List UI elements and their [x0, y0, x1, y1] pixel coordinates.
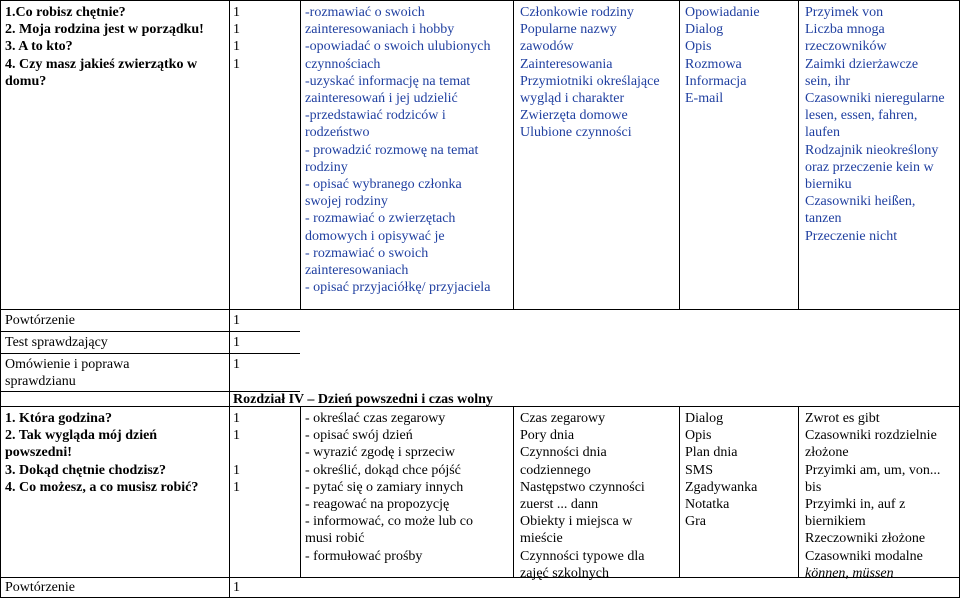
vocabulary-line: Obiekty i miejsca w	[520, 514, 633, 530]
vocabulary-line: Zainteresowania	[520, 56, 613, 72]
vocabulary-line: Czynności dnia	[520, 445, 607, 461]
grammar-line: oraz przeczenie kein w	[805, 159, 934, 175]
discussion-line: Omówienie i poprawa	[5, 357, 130, 372]
objective-line: - prowadzić rozmowę na temat	[305, 142, 479, 158]
objective-line: - pytać się o zamiary innych	[305, 479, 464, 495]
objective-line: zainteresowaniach i hobby	[305, 22, 455, 38]
text-type-line: Informacja	[685, 73, 747, 89]
discussion-label	[5, 356, 227, 390]
grammar-line: Zaimki dzierżawcze	[805, 56, 919, 72]
vocabulary-line: Członkowie rodziny	[520, 5, 634, 20]
topic-line: 4. Co możesz, a co musisz robić?	[5, 479, 199, 495]
unit1-topics	[5, 4, 227, 90]
vocabulary-line: Ulubione czynności	[520, 125, 632, 141]
grammar-line: bierniku	[805, 177, 852, 193]
objective-line: - reagować na propozycję	[305, 497, 450, 513]
grammar-line: Przeczenie nicht	[805, 228, 898, 244]
objective-line: czynnościach	[305, 56, 381, 72]
objective-line: musi robić	[305, 531, 365, 547]
text-type-line: Rozmowa	[685, 56, 742, 72]
objective-line: zainteresowań i jej udzielić	[305, 91, 458, 107]
topic-line: 2. Tak wygląda mój dzień	[5, 428, 158, 444]
review1-label: Powtórzenie	[5, 313, 75, 328]
grid-line	[798, 0, 799, 309]
vocabulary-line: Czas zegarowy	[520, 411, 606, 426]
topic-line: 2. Moja rodzina jest w porządku!	[5, 22, 204, 38]
grammar-line: złożone	[805, 445, 849, 461]
unit1-objectives	[305, 4, 511, 296]
discussion-line: sprawdzianu	[5, 374, 76, 390]
vocabulary-line: zajęć szkolnych	[520, 565, 610, 581]
grid-line	[300, 406, 301, 577]
objective-line: - informować, co może lub co	[305, 514, 473, 530]
grammar-line: rzeczowników	[805, 39, 887, 55]
hours-value: 1	[233, 39, 240, 55]
objective-line: - rozmawiać o zwierzętach	[305, 211, 456, 227]
hours-value: 1	[233, 5, 240, 20]
review1-hours: 1	[233, 313, 240, 328]
vocabulary-line: mieście	[520, 531, 563, 547]
grammar-line: sein, ihr	[805, 73, 851, 89]
grammar-line: Przyimki am, um, von...	[805, 462, 941, 478]
hours-value: 1	[233, 411, 240, 426]
hours-value: 1	[233, 462, 240, 478]
vocabulary-line: Przymiotniki określające	[520, 73, 660, 89]
grammar-line: Rodzajnik nieokreślony	[805, 142, 939, 158]
vocabulary-line: Następstwo czynności	[520, 479, 645, 495]
grammar-line: Rzeczowniki złożone	[805, 531, 926, 547]
text-type-line: E-mail	[685, 91, 724, 107]
hours-value: 1	[233, 428, 240, 444]
objective-line: rodziny	[305, 159, 348, 175]
vocabulary-line: Popularne nazwy	[520, 22, 617, 38]
grammar-line: lesen, essen, fahren,	[805, 108, 918, 124]
topic-line: 1. Która godzina?	[5, 411, 112, 426]
discussion-hours: 1	[233, 357, 240, 372]
hours-value: 1	[233, 479, 240, 495]
grid-line	[513, 0, 514, 309]
unit1-grammar	[805, 4, 957, 245]
objective-line: -uzyskać informację na temat	[305, 73, 471, 89]
unit4-hours	[233, 410, 293, 496]
grid-line	[0, 353, 300, 354]
review2-label: Powtórzenie	[5, 580, 75, 595]
vocabulary-line: Czynności typowe dla	[520, 548, 645, 564]
vocabulary-line: codziennego	[520, 462, 591, 478]
objective-line: - opisać swój dzień	[305, 428, 413, 444]
objective-line: - formułować prośby	[305, 548, 423, 564]
text-type-line: Gra	[685, 514, 706, 530]
topic-line: powszedni!	[5, 445, 72, 461]
grammar-line: Przyimki in, auf z	[805, 497, 906, 513]
vocabulary-line: Pory dnia	[520, 428, 575, 444]
grid-line	[0, 0, 1, 598]
unit4-objectives	[305, 410, 511, 565]
vocabulary-line: zawodów	[520, 39, 574, 55]
text-type-line: Notatka	[685, 497, 730, 513]
unit4-vocabulary	[520, 410, 676, 582]
vocabulary-line: Zwierzęta domowe	[520, 108, 628, 124]
unit4-grammar	[805, 410, 957, 582]
grammar-line: Czasowniki modalne	[805, 548, 923, 564]
unit4-text-types	[685, 410, 795, 530]
grammar-line: Zwrot es gibt	[805, 411, 880, 426]
chapter-title: Rozdział IV – Dzień powszedni i czas wolny	[233, 392, 493, 407]
hours-value: 1	[233, 56, 240, 72]
grid-line	[0, 0, 960, 1]
objective-line: - opisać przyjaciółkę/ przyjaciela	[305, 280, 491, 296]
text-type-line: Dialog	[685, 411, 724, 426]
grammar-line: biernikiem	[805, 514, 866, 530]
hours-value: 1	[233, 22, 240, 38]
topic-line: 3. Dokąd chętnie chodzisz?	[5, 462, 166, 478]
test-hours: 1	[233, 335, 240, 350]
grid-line	[679, 0, 680, 309]
objective-line: zainteresowaniach	[305, 263, 409, 279]
text-type-line: Zgadywanka	[685, 479, 758, 495]
topic-line: 3. A to kto?	[5, 39, 73, 55]
unit4-topics	[5, 410, 227, 496]
objective-line: -rozmawiać o swoich	[305, 5, 425, 20]
objective-line: - określić, dokąd chce pójść	[305, 462, 461, 478]
topic-line: 1.Co robisz chętnie?	[5, 5, 126, 20]
objective-line: swojej rodziny	[305, 194, 388, 210]
objective-line: -opowiadać o swoich ulubionych	[305, 39, 491, 55]
objective-line: - opisać wybranego członka	[305, 177, 462, 193]
grammar-line: können, müssen	[805, 565, 894, 581]
vocabulary-line: zuerst ... dann	[520, 497, 599, 513]
text-type-line: Dialog	[685, 22, 724, 38]
unit1-vocabulary	[520, 4, 676, 142]
objective-line: - określać czas zegarowy	[305, 411, 446, 426]
grammar-line: Czasowniki nieregularne	[805, 91, 945, 107]
objective-line: rodzeństwo	[305, 125, 370, 141]
text-type-line: Plan dnia	[685, 445, 738, 461]
grammar-line: Czasowniki heißen,	[805, 194, 916, 210]
vocabulary-line: wygląd i charakter	[520, 91, 625, 107]
grid-line	[300, 0, 301, 309]
grammar-line: Czasowniki rozdzielnie	[805, 428, 937, 444]
objective-line: - wyrazić zgodę i sprzeciw	[305, 445, 456, 461]
text-type-line: Opowiadanie	[685, 5, 760, 20]
grammar-line: bis	[805, 479, 822, 495]
text-type-line: Opis	[685, 428, 712, 444]
grid-line	[679, 406, 680, 577]
grid-line	[513, 406, 514, 577]
grid-line	[0, 309, 960, 310]
review2-hours: 1	[233, 580, 240, 595]
unit1-hours	[233, 4, 293, 73]
grammar-line: Liczba mnoga	[805, 22, 885, 38]
grid-line	[229, 0, 230, 598]
objective-line: - rozmawiać o swoich	[305, 245, 429, 261]
grammar-line: tanzen	[805, 211, 842, 227]
grammar-line: laufen	[805, 125, 840, 141]
unit1-text-types	[685, 4, 795, 107]
grid-line	[798, 406, 799, 577]
hours-value	[233, 444, 293, 461]
text-type-line: Opis	[685, 39, 712, 55]
grid-line	[0, 331, 300, 332]
topic-line: 4. Czy masz jakieś zwierzątko w domu?	[5, 56, 198, 89]
grammar-line: Przyimek von	[805, 5, 884, 20]
test-label: Test sprawdzający	[5, 335, 108, 350]
objective-line: domowych i opisywać je	[305, 228, 445, 244]
text-type-line: SMS	[685, 462, 714, 478]
objective-line: -przedstawiać rodziców i	[305, 108, 446, 124]
